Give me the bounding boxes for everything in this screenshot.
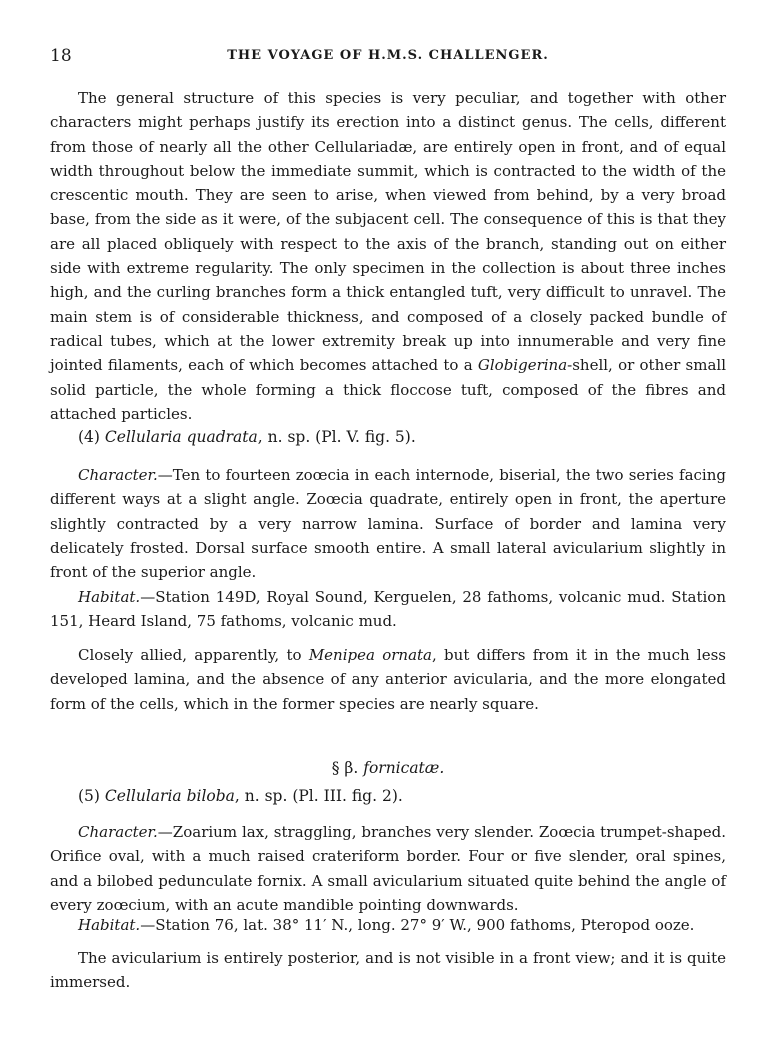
species-5-name: Cellularia biloba: [104, 787, 235, 805]
intro-italic-term: Globigerina: [477, 356, 568, 375]
species-4-suffix: , n. sp. (Pl. V. fig. 5).: [257, 428, 416, 446]
species-5-character: [50, 820, 726, 917]
species-5-character-text: —Zoarium lax, straggling, branches very slender. Zoœcia trumpet-shaped. Orifice oval, with a much raised crateriform border. Four or five slender, oral spines, and a bilobed pedunculate fornix. A small avicularium situated quite behind the angle of every zoœcium, with an acute mandible pointing downwards.: [50, 823, 726, 914]
species-5-habitat-label: Habitat.: [78, 916, 141, 934]
species-4-character-text: —Ten to fourteen zoœcia in each internode, biserial, the two series facing different ways at a slight angle. Zoœcia quadrate, entirely open in front, the aperture slightly contracted by a very narrow lamina. Surface of border and lamina very delicately frosted. Dorsal surface smooth entire. A small lateral avicularium slightly in front of the superior angle.: [50, 466, 726, 582]
species-4-note-end: , but differs from it in the much less developed lamina, and the absence of any anterior avicularia, and the more elongated form of the cells, which in the former species are nearly square.: [50, 646, 726, 713]
species-4-title: [78, 425, 416, 449]
species-4-note-start: Closely allied, apparently, to: [78, 646, 309, 664]
species-5-habitat: [50, 913, 726, 937]
intro-text-end: -shell, or other small solid particle, the whole forming a thick floccose tuft, composed of the fibres and attached particles.: [50, 356, 726, 423]
species-5-habitat-text: —Station 76, lat. 38° 11′ N., long. 27° 9′ W., 900 fathoms, Pteropod ooze.: [140, 916, 695, 934]
species-4-name: Cellularia quadrata: [104, 428, 258, 446]
running-title: THE VOYAGE OF H.M.S. CHALLENGER.: [227, 48, 549, 63]
species-4-habitat-label: Habitat.: [78, 588, 141, 606]
intro-text: The general structure of this species is very peculiar, and together with other characters might perhaps justify its erection into a distinct genus. The cells, different from those of nearly all the other Cellulariadæ, are entirely open in front, and of equal width throughout below the immediate summit, which is contracted to the width of the crescentic mouth. They are seen to arise, when viewed from behind, by a very broad base, from the side as it were, of the subjacent cell. The consequence of this is that they are all placed obliquely with respect to the axis of the branch, standing out on either side with extreme regularity. The only specimen in the collection is about three inches high, and the curling branches form a thick entangled tuft, very difficult to unravel. The main stem is of considerable thickness, and composed of a closely packed bundle of radical tubes, which at the lower extremity break up into innumerable and very fine jointed filaments, each of which becomes attached to a: [50, 89, 726, 375]
species-4-note: [50, 643, 726, 716]
species-4-note-italic: Menipea ornata: [308, 646, 432, 664]
species-4-character-label: Character.: [78, 466, 158, 484]
species-4-character: [50, 463, 726, 584]
species-4-habitat: [50, 585, 726, 634]
species-5-character-label: Character.: [78, 823, 158, 841]
species-5-note: The avicularium is entirely posterior, and is not visible in a front view; and it is quite immersed.: [50, 949, 726, 992]
section-heading-name: fornicatæ.: [363, 759, 445, 777]
species-5-suffix: , n. sp. (Pl. III. fig. 2).: [234, 787, 403, 805]
species-5-title: [78, 784, 403, 808]
page-header: [50, 46, 726, 68]
page-number: 18: [50, 46, 72, 66]
species-5-number: (5): [78, 787, 100, 805]
species-4-habitat-text: —Station 149D, Royal Sound, Kerguelen, 28 fathoms, volcanic mud. Station 151, Heard Island, 75 fathoms, volcanic mud.: [50, 588, 726, 631]
section-heading-prefix: § β.: [331, 759, 359, 777]
species-4-number: (4): [78, 428, 100, 446]
section-heading-beta: [0, 756, 776, 780]
intro-paragraph: [50, 86, 726, 426]
